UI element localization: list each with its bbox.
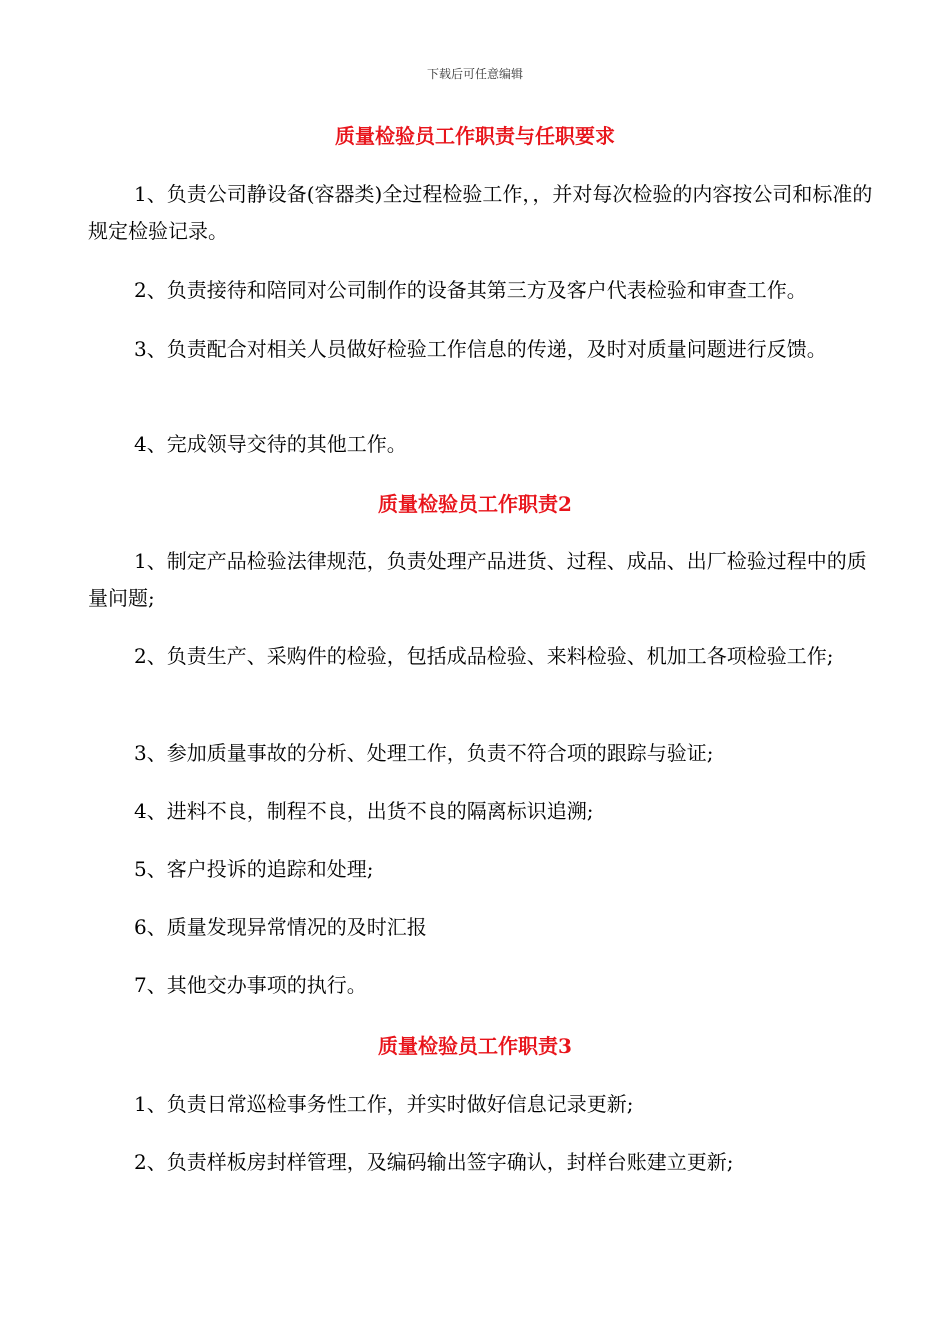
list-item: 7、其他交办事项的执行。 (134, 973, 367, 997)
list-item: 4、进料不良，制程不良，出货不良的隔离标识追溯; (134, 799, 594, 823)
list-item: 3、参加质量事故的分析、处理工作，负责不符合项的跟踪与验证; (134, 741, 714, 765)
section-title: 质量检验员工作职责3 (378, 1034, 572, 1058)
list-item: 1、制定产品检验法律规范，负责处理产品进货、过程、成品、出厂检验过程中的质量问题; (88, 549, 867, 610)
section-title: 质量检验员工作职责2 (378, 492, 572, 516)
list-item: 2、负责生产、采购件的检验，包括成品检验、来料检验、机加工各项检验工作; (134, 644, 834, 668)
list-item: 1、负责日常巡检事务性工作，并实时做好信息记录更新; (134, 1092, 634, 1116)
section-title: 质量检验员工作职责与任职要求 (335, 124, 615, 148)
list-item: 4、完成领导交待的其他工作。 (134, 432, 407, 456)
header-note: 下载后可任意编辑 (426, 67, 523, 81)
list-item: 3、负责配合对相关人员做好检验工作信息的传递，及时对质量问题进行反馈。 (134, 337, 827, 361)
list-item: 2、负责接待和陪同对公司制作的设备其第三方及客户代表检验和审查工作。 (134, 278, 807, 302)
list-item: 6、质量发现异常情况的及时汇报 (134, 915, 427, 939)
list-item: 1、负责公司静设备(容器类)全过程检验工作，，并对每次检验的内容按公司和标准的规定检验记录。 (88, 182, 873, 243)
list-item: 2、负责样板房封样管理，及编码输出签字确认，封样台账建立更新; (134, 1150, 734, 1174)
list-item: 5、客户投诉的追踪和处理; (134, 857, 374, 881)
